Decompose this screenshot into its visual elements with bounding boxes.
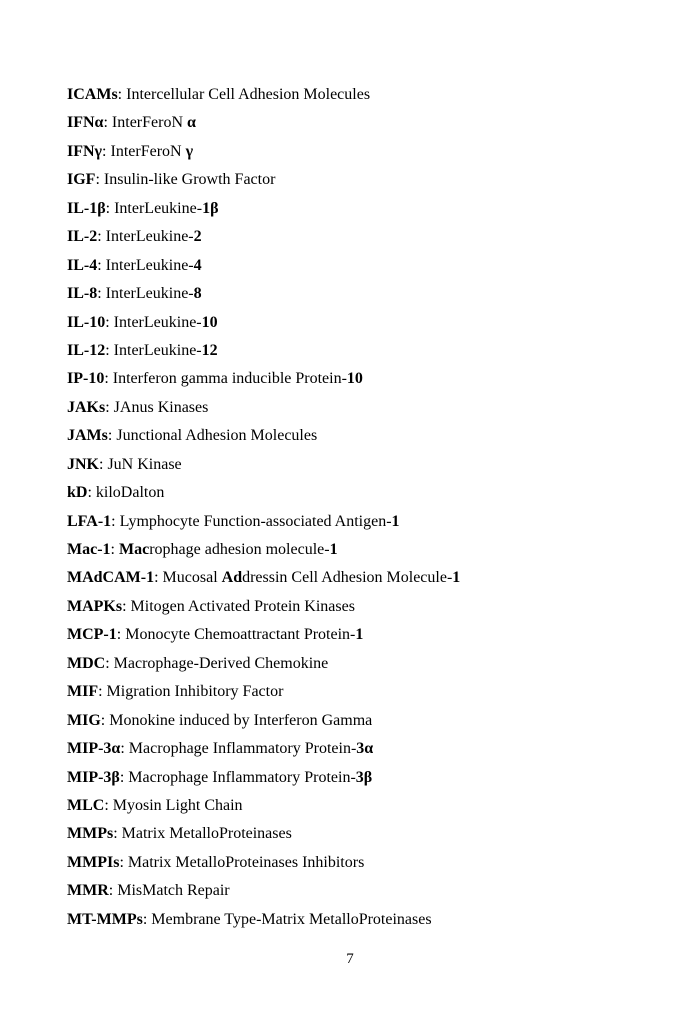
- abbreviation-bold-text: 3α: [356, 740, 374, 758]
- abbreviation-entry: [67, 653, 667, 681]
- abbreviation-text: : kiloDalton: [87, 484, 165, 502]
- abbreviation-bold-text: IL-4: [67, 256, 98, 274]
- abbreviation-entry: [67, 681, 667, 709]
- abbreviation-bold-text: 8: [193, 285, 202, 303]
- abbreviation-bold-text: Ad: [221, 569, 243, 587]
- abbreviation-entry: [67, 368, 667, 396]
- abbreviation-text: : Mucosal: [154, 569, 222, 587]
- abbreviation-bold-text: JAKs: [67, 398, 106, 416]
- abbreviation-entry: [67, 226, 667, 254]
- abbreviation-text: : Matrix MetalloProteinases Inhibitors: [119, 853, 365, 871]
- abbreviation-entry: [67, 255, 667, 283]
- abbreviation-entry: [67, 539, 667, 567]
- abbreviation-bold-text: MCP-1: [67, 626, 117, 644]
- abbreviation-entry: [67, 482, 667, 510]
- abbreviation-text: : Insulin-like Growth Factor: [95, 171, 276, 189]
- abbreviation-entry: [67, 397, 667, 425]
- abbreviation-bold-text: ICAMs: [67, 86, 118, 103]
- abbreviation-entry: [67, 340, 667, 368]
- abbreviation-text: : Junctional Adhesion Molecules: [107, 427, 318, 445]
- abbreviation-bold-text: γ: [185, 142, 194, 160]
- abbreviation-bold-text: MMPs: [67, 825, 114, 843]
- abbreviation-entry: [67, 312, 667, 340]
- abbreviation-entry: [67, 283, 667, 311]
- abbreviation-entry: [67, 767, 667, 795]
- abbreviation-bold-text: 3β: [355, 768, 373, 786]
- abbreviation-bold-text: α: [187, 114, 196, 132]
- abbreviation-bold-text: IL-10: [67, 313, 106, 331]
- abbreviation-text: : Migration Inhibitory Factor: [98, 683, 284, 701]
- abbreviation-entry: [67, 567, 667, 595]
- abbreviation-entry: [67, 909, 667, 937]
- abbreviation-text: : InterLeukine-: [105, 313, 202, 331]
- abbreviation-entry: [67, 710, 667, 738]
- abbreviation-bold-text: 2: [193, 228, 202, 246]
- abbreviation-entry: [67, 596, 667, 624]
- page-number: 7: [346, 951, 354, 967]
- abbreviation-bold-text: 1: [355, 626, 364, 644]
- abbreviation-bold-text: Mac: [118, 541, 150, 558]
- abbreviation-text: : Macrophage Inflammatory Protein-: [120, 740, 357, 758]
- abbreviation-bold-text: 4: [193, 256, 202, 274]
- abbreviation-bold-text: MLC: [67, 796, 105, 814]
- abbreviation-bold-text: MIF: [67, 683, 99, 701]
- abbreviation-entry: [67, 84, 667, 112]
- abbreviation-entry: [67, 738, 667, 766]
- abbreviation-bold-text: IL-2: [67, 228, 98, 246]
- abbreviation-text: : Interferon gamma inducible Protein-: [104, 370, 347, 388]
- abbreviation-list: [67, 84, 667, 937]
- abbreviation-text: : Intercellular Cell Adhesion Molecules: [117, 86, 371, 103]
- abbreviation-bold-text: 1β: [202, 199, 219, 217]
- abbreviation-bold-text: MAdCAM-1: [67, 569, 155, 587]
- abbreviation-bold-text: MMPIs: [67, 853, 120, 871]
- abbreviation-bold-text: LFA-1: [67, 512, 112, 530]
- abbreviation-bold-text: IFNγ: [67, 142, 103, 160]
- abbreviation-bold-text: IL-12: [67, 341, 106, 359]
- abbreviation-entry: [67, 198, 667, 226]
- abbreviation-bold-text: MT-MMPs: [67, 910, 143, 928]
- abbreviation-entry: [67, 141, 667, 169]
- abbreviation-bold-text: JNK: [67, 455, 99, 473]
- abbreviation-entry: [67, 425, 667, 453]
- abbreviation-bold-text: 1: [391, 512, 400, 530]
- abbreviation-text: : Matrix MetalloProteinases: [113, 825, 292, 843]
- abbreviation-text: rophage adhesion molecule-: [149, 541, 330, 558]
- abbreviation-text: : Myosin Light Chain: [104, 796, 243, 814]
- abbreviation-bold-text: 12: [201, 341, 218, 359]
- abbreviation-bold-text: 1: [452, 569, 461, 587]
- abbreviation-bold-text: IP-10: [67, 370, 105, 388]
- abbreviation-text: : Mitogen Activated Protein Kinases: [122, 597, 355, 615]
- abbreviation-text: : InterLeukine-: [105, 199, 203, 217]
- abbreviation-bold-text: MMR: [67, 882, 109, 900]
- abbreviation-bold-text: MAPKs: [67, 597, 123, 615]
- abbreviation-text: : Macrophage Inflammatory Protein-: [119, 768, 356, 786]
- abbreviation-entry: [67, 852, 667, 880]
- abbreviation-bold-text: 10: [346, 370, 363, 388]
- abbreviation-bold-text: Mac-1: [67, 541, 111, 558]
- abbreviation-text: : InterLeukine-: [97, 256, 194, 274]
- abbreviation-entry: [67, 112, 667, 140]
- abbreviation-text: : InterFeroN: [102, 142, 186, 160]
- abbreviation-entry: [67, 624, 667, 652]
- abbreviation-text: : InterLeukine-: [97, 285, 194, 303]
- abbreviation-text: : MisMatch Repair: [108, 882, 230, 900]
- abbreviation-entry: [67, 454, 667, 482]
- abbreviation-text: : Monokine induced by Interferon Gamma: [100, 711, 373, 729]
- abbreviation-bold-text: IGF: [67, 171, 96, 189]
- abbreviation-text: : Macrophage-Derived Chemokine: [105, 654, 329, 672]
- abbreviation-bold-text: MIP-3β: [67, 768, 120, 786]
- abbreviation-text: : JAnus Kinases: [105, 398, 209, 416]
- abbreviation-bold-text: IL-8: [67, 285, 98, 303]
- abbreviation-text: : Monocyte Chemoattractant Protein-: [116, 626, 356, 644]
- abbreviation-bold-text: MIG: [67, 711, 101, 729]
- abbreviation-text: : Membrane Type-Matrix MetalloProteinases: [142, 910, 432, 928]
- abbreviation-text: : JuN Kinase: [99, 455, 182, 473]
- abbreviation-entry: [67, 795, 667, 823]
- abbreviation-entry: [67, 880, 667, 908]
- abbreviation-text: dressin Cell Adhesion Molecule-: [242, 569, 453, 587]
- abbreviation-bold-text: IFNα: [67, 114, 104, 132]
- abbreviation-bold-text: MDC: [67, 654, 106, 672]
- abbreviation-bold-text: JAMs: [67, 427, 108, 445]
- abbreviation-text: : InterLeukine-: [105, 341, 202, 359]
- abbreviation-bold-text: kD: [67, 484, 88, 502]
- abbreviation-entry: [67, 511, 667, 539]
- abbreviation-text: : InterLeukine-: [97, 228, 194, 246]
- abbreviation-entry: [67, 823, 667, 851]
- abbreviation-text: : InterFeroN: [103, 114, 188, 132]
- abbreviation-text: : Lymphocyte Function-associated Antigen-: [111, 512, 392, 530]
- abbreviation-bold-text: 1: [329, 541, 338, 558]
- abbreviation-entry: [67, 169, 667, 197]
- abbreviation-bold-text: MIP-3α: [67, 740, 121, 758]
- abbreviation-bold-text: 10: [201, 313, 218, 331]
- abbreviation-text: :: [110, 541, 119, 558]
- abbreviation-bold-text: IL-1β: [67, 199, 106, 217]
